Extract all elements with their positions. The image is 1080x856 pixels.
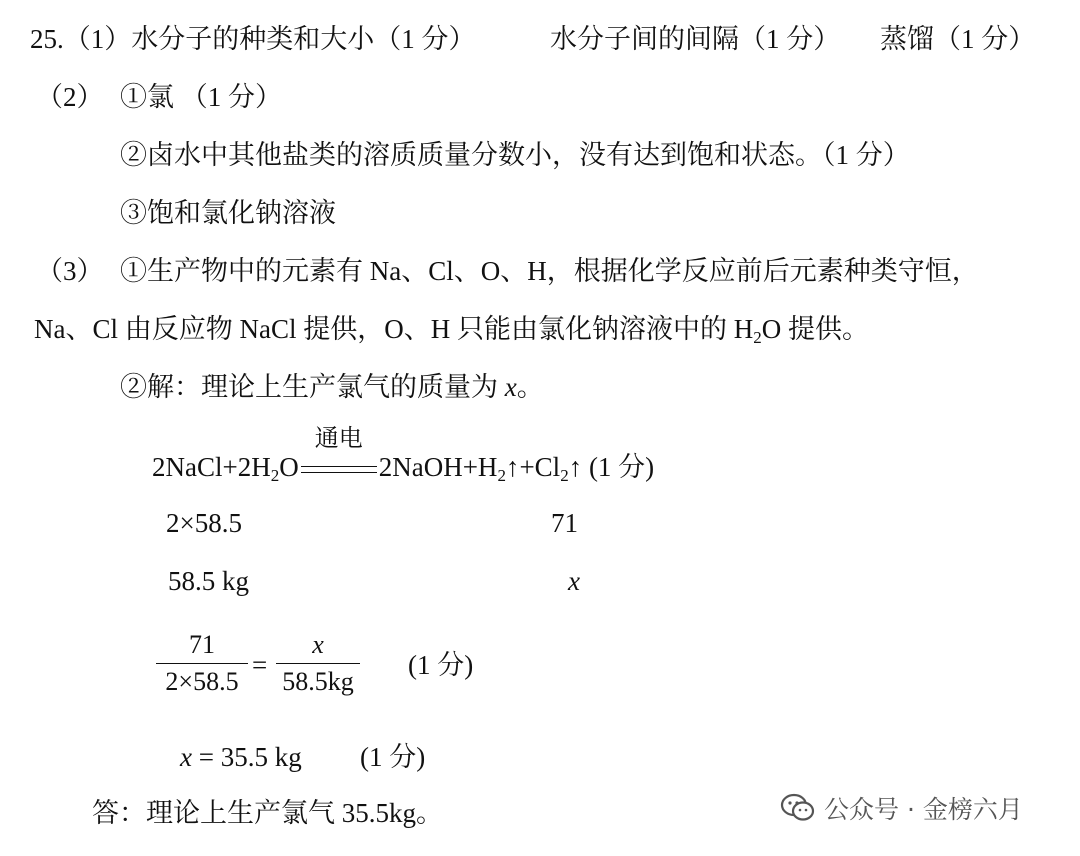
fraction-right-numerator: x [312, 630, 324, 659]
relative-mass-cl2: 71 [551, 508, 578, 538]
fraction-left [156, 630, 248, 697]
reaction-condition: 通电 [314, 426, 363, 452]
part2-item-2: ②卤水中其他盐类的溶质质量分数小，没有达到饱和状态。（1 分） [120, 140, 910, 170]
reaction-condition-arrow [299, 426, 379, 484]
question-line-1 [30, 22, 476, 56]
proportion-score: (1 分) [408, 650, 474, 680]
part1-answer-b: 水分子间的间隔（1 分） [550, 24, 841, 54]
result-line: x = 35.5 kg [180, 742, 302, 772]
part2-item-1: ①氯 （1 分） [120, 82, 282, 112]
question-number: 25. [30, 24, 64, 54]
result-score: (1 分) [360, 742, 426, 772]
relative-mass-nacl: 2×58.5 [166, 508, 242, 538]
part2-label: （2） [36, 82, 104, 112]
fraction-left-denominator: 2×58.5 [165, 667, 239, 696]
equals-sign: = [252, 650, 268, 680]
chemical-equation: $2NaCl+2H_2O$ 通电 $2NaOH+H_2↑+Cl_2↑$ (1 分) [152, 450, 654, 493]
part1-answer-c: 蒸馏（1 分） [880, 24, 1036, 54]
part2-item-3: ③饱和氯化钠溶液 [120, 198, 336, 228]
wechat-icon [780, 792, 816, 824]
part3-label: （3） [36, 256, 104, 286]
fraction-right-denominator: 58.5kg [282, 667, 354, 696]
watermark [780, 788, 1023, 828]
part3-item-1-line-2: Na、Cl 由反应物 NaCl 提供，O、H 只能由氯化钠溶液中的 $H_2O$ 提供。 [34, 314, 869, 347]
actual-mass-cl2: x [568, 566, 580, 596]
part3-item-2-intro: ②解：理论上生产氯气的质量为 x。 [120, 372, 544, 402]
part3-item-1-line-1: ①生产物中的元素有 Na、Cl、O、H，根据化学反应前后元素种类守恒， [120, 256, 979, 286]
fraction-left-numerator: 71 [189, 630, 215, 659]
actual-mass-nacl: 58.5 kg [168, 566, 249, 596]
final-answer: 答：理论上生产氯气 35.5kg。 [92, 798, 443, 828]
part1-answer-a: （1）水分子的种类和大小（1 分） [63, 24, 476, 54]
watermark-text: 公众号 · 金榜六月 [824, 795, 1023, 824]
fraction-right [276, 630, 360, 697]
